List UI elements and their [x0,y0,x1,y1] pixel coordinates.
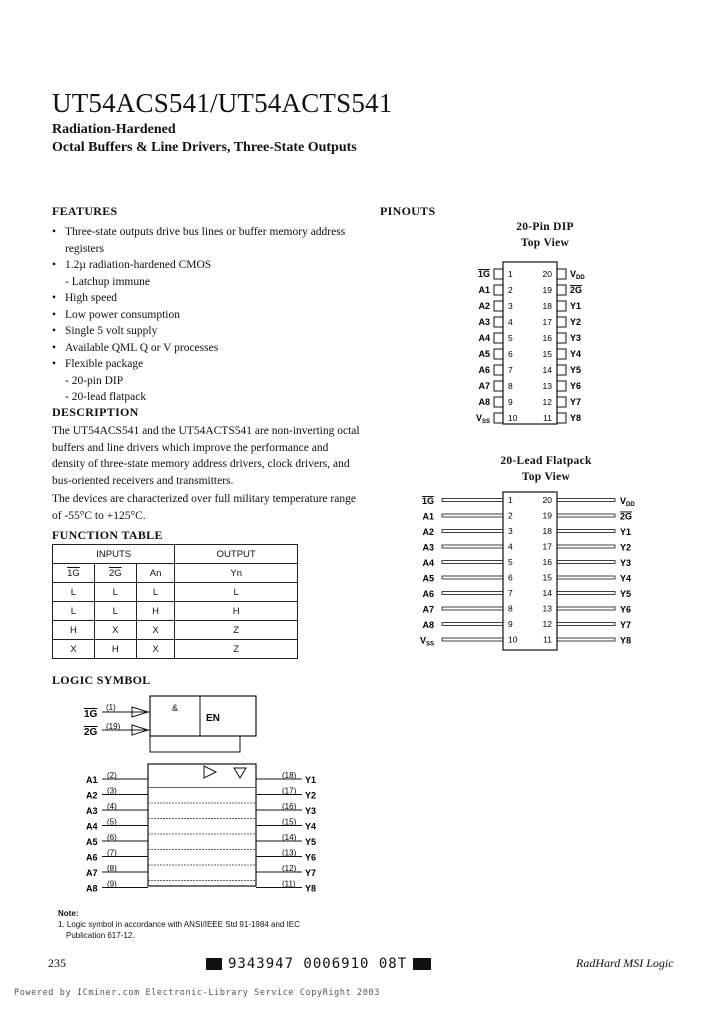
flatpack-right-lead [557,561,615,564]
output-pin-number: (18) [282,771,297,780]
output-pin-number: (15) [282,817,297,827]
feature-subitem: - 20-lead flatpack [65,391,147,403]
dip-right-pin-label: Y5 [570,365,582,375]
flatpack-left-pin-number: 6 [508,572,513,583]
barcode [206,956,431,972]
dip-left-pin-label: A2 [478,301,490,311]
flatpack-right-pin-label: Y5 [620,589,632,599]
output-pin-number: (17) [282,786,297,796]
table-cell: H [94,640,136,659]
flatpack-right-lead [557,499,615,502]
flatpack-right-pin-label-sub: DD [626,502,635,508]
dip-right-pin-label: Y3 [570,333,582,343]
flatpack-left-lead [442,499,503,502]
logic-symbol-diagram [80,692,340,892]
barcode-text: 9343947 0006910 08T [228,956,408,972]
flatpack-right-pin-label: Y6 [620,604,632,615]
feature-item: • Flexible package [52,356,362,373]
table-row [53,583,298,602]
dip-right-pin-number: 19 [542,285,552,295]
dip-right-pin-number: 16 [542,333,552,343]
function-table [52,544,298,659]
flatpack-left-lead [442,561,503,564]
flatpack-right-pin-label: Y2 [620,542,632,553]
flatpack-right-pin-label: 2G [620,511,633,522]
dip-left-pin-number: 2 [508,285,513,295]
feature-item: • Available QML Q or V processes [52,340,362,357]
subtitle-line-2: Octal Buffers & Line Drivers, Three-State Outputs [52,140,357,155]
table-cell: L [53,602,95,621]
table-cell: L [94,583,136,602]
flatpack-left-pin-number: 1 [508,495,513,505]
dip-right-pin-label: $V_{DD}$ [570,269,585,281]
dip-left-pin-label: A8 [478,397,490,407]
flatpack-title: 20-Lead Flatpack [500,455,592,467]
dip-right-pin-box [557,301,566,311]
description-paragraph: The UT54ACS541 and the UT54ACTS541 are non-inverting octal buffers and line drivers which improve the performance and density of three-state memory address drivers, clock drivers, and bus-oriented receivers and transmitters. [52,425,360,487]
logic-rows [86,771,316,892]
dip-diagram [460,258,610,428]
dip-left-pin-box [494,397,503,407]
feature-item: • 1.2µ radiation-hardened CMOS [52,257,362,274]
dip-left-pin-box [494,269,503,279]
table-cell: L [136,583,175,602]
dip-left-pin-label: A6 [478,365,490,375]
flatpack-right-pin-number: 14 [542,588,552,598]
flatpack-pins [420,495,635,648]
flatpack-right-pin-number: 12 [542,619,552,629]
flatpack-left-pin-number: 10 [508,634,518,645]
page-number: 235 [48,956,66,970]
description-heading: DESCRIPTION [52,405,139,419]
flatpack-left-pin-number: 3 [508,526,513,536]
output-label: Y8 [305,883,317,892]
buffer-icon [204,766,216,778]
note-line: Publication 617-12. [66,931,135,940]
col-yn: Yn [175,564,298,583]
flatpack-left-pin-label: A1 [422,511,434,522]
flatpack-right-pin-label: Y1 [620,527,632,537]
table-cell: H [53,621,95,640]
flatpack-left-pin-label: A2 [422,527,434,537]
note [58,908,300,941]
flatpack-right-pin-label: Y3 [620,558,632,568]
flatpack-left-pin-label: A5 [422,573,434,584]
table-cell: H [136,602,175,621]
input-pin-number: (3) [107,786,117,796]
flatpack-left-lead [442,638,503,641]
col-1g: 1G [53,564,95,583]
output-label: Y2 [305,790,317,801]
flatpack-right-pin-label: $V_{DD}$ [620,496,635,508]
flatpack-left-lead [442,530,503,533]
dip-right-pin-number: 13 [542,381,552,391]
dip-right-pin-box [557,285,566,295]
table-cell: Z [175,621,298,640]
flatpack-right-lead [557,607,615,610]
flatpack-left-lead [442,592,503,595]
g1-pin: (1) [106,703,116,712]
dip-left-pin-number: 6 [508,349,513,359]
flatpack-left-lead [442,607,503,610]
input-pin-number: (2) [107,771,117,780]
output-pin-number: (11) [282,879,296,889]
table-row [53,640,298,659]
dip-left-pin-label: A3 [478,317,490,327]
input-pin-number: (4) [107,802,117,811]
flatpack-left-pin-label: A4 [422,558,434,568]
function-table-heading: FUNCTION TABLE [52,528,163,542]
input-label: A8 [86,883,98,892]
flatpack-right-lead [557,514,615,517]
input-label: A3 [86,806,98,816]
output-label: Y4 [305,821,317,832]
flatpack-right-pin-number: 18 [542,526,552,536]
dip-left-pin-box [494,301,503,311]
dip-left-pin-box [494,317,503,327]
input-pin-number: (9) [107,879,117,889]
dip-left-pin-box [494,365,503,375]
three-state-icon [234,768,246,778]
flatpack-right-lead [557,545,615,548]
output-label: Y1 [305,775,317,785]
flatpack-right-pin-number: 13 [542,603,552,614]
dip-right-pin-number: 18 [542,301,552,311]
table-cell: Z [175,640,298,659]
dip-left-pin-box [494,381,503,391]
g1-label: 1G [84,709,98,720]
output-label: Y7 [305,868,317,878]
output-pin-number: (12) [282,864,297,873]
input-pin-number: (7) [107,848,117,858]
input-pin-number: (6) [107,833,117,842]
output-header: OUTPUT [175,545,298,564]
dip-left-pin-label: A1 [478,285,490,295]
flatpack-left-lead [442,545,503,548]
dip-left-pin-label: 1G [477,269,490,279]
col-an: An [136,564,175,583]
flatpack-right-pin-number: 11 [543,634,552,645]
dip-left-pin-number: 3 [508,301,513,311]
output-pin-number: (14) [282,833,297,842]
output-label: Y3 [305,806,317,816]
feature-item: • Single 5 volt supply [52,323,362,340]
features-heading: FEATURES [52,204,118,218]
powered-by: Powered by ICminer.com Electronic-Library Service CopyRight 2003 [14,988,380,998]
flatpack-right-pin-number: 19 [542,510,552,521]
dip-subtitle: Top View [520,237,570,249]
g2-pin: (19) [106,722,121,731]
flatpack-right-pin-number: 20 [542,495,552,505]
input-pin-number: (5) [107,817,117,827]
dip-right-pin-box [557,397,566,407]
and-symbol: & [172,703,179,713]
brand-label: RadHard MSI Logic [576,956,674,970]
dip-right-pin-number: 15 [542,349,552,359]
dip-right-pin-box [557,333,566,343]
input-pin-number: (8) [107,864,117,873]
table-cell: X [136,640,175,659]
flatpack-right-pin-number: 15 [542,572,552,583]
features-list [52,224,362,406]
table-cell: L [94,602,136,621]
dip-right-pin-label: Y1 [570,301,582,311]
table-cell: X [94,621,136,640]
dip-right-pin-label: Y2 [570,317,582,327]
logic-symbol-heading: LOGIC SYMBOL [52,673,151,687]
dip-right-pin-label: Y8 [570,413,582,423]
flatpack-left-pin-number: 4 [508,541,513,552]
dip-right-pin-number: 14 [542,365,552,375]
dip-left-pin-number: 9 [508,397,513,407]
input-label: A2 [86,790,98,801]
pinouts-heading: PINOUTS [380,204,436,218]
subtitle-line-1: Radiation-Hardened [52,122,176,137]
output-label: Y5 [305,837,317,847]
flatpack-left-pin-number: 8 [508,603,513,614]
flatpack-left-pin-label: A7 [422,604,434,615]
note-line: 1. Logic symbol in accordance with ANSI/IEEE Std 91-1984 and IEC [58,920,300,929]
input-label: A1 [86,775,98,785]
dip-right-pin-number: 17 [542,317,552,327]
flatpack-right-lead [557,530,615,533]
dip-left-pin-number: 7 [508,365,513,375]
input-label: A7 [86,868,98,878]
dip-right-pin-box [557,365,566,375]
flatpack-right-lead [557,592,615,595]
flatpack-right-lead [557,623,615,626]
output-label: Y6 [305,852,317,863]
dip-right-pin-number: 12 [542,397,552,407]
input-label: A5 [86,837,98,847]
table-cell: L [175,583,298,602]
barcode-block-icon [206,958,222,970]
input-label: A4 [86,821,98,832]
flatpack-left-pin-number: 7 [508,588,513,598]
dip-right-pin-box [557,269,566,279]
dip-left-pin-label: A7 [478,381,490,391]
dip-right-pin-number: 11 [543,413,552,423]
document-title: UT54ACS541/UT54ACTS541 [52,88,393,118]
flatpack-right-pin-label: Y8 [620,635,632,646]
dip-left-pin-number: 1 [508,269,513,279]
feature-item: • Low power consumption [52,307,362,324]
dip-right-pin-box [557,349,566,359]
flatpack-left-pin-number: 5 [508,557,513,567]
dip-right-pin-label-sub: DD [576,275,585,281]
input-label: A6 [86,852,98,863]
dip-right-pin-label: Y4 [570,349,582,359]
flatpack-right-pin-number: 17 [542,541,552,552]
flatpack-left-lead [442,514,503,517]
flatpack-right-pin-label: Y4 [620,573,632,584]
dip-left-pin-label: $V_{SS}$ [475,413,490,425]
en-label: EN [206,713,220,724]
dip-right-pin-label: 2G [570,285,583,295]
buffer-block [148,764,256,886]
table-cell: X [53,640,95,659]
flatpack-left-lead [442,623,503,626]
dip-right-pin-label: Y7 [570,397,582,407]
flatpack-right-lead [557,576,615,579]
table-cell: H [175,602,298,621]
output-pin-number: (13) [282,848,297,858]
dip-pins [476,269,585,425]
dip-right-pin-label: Y6 [570,381,582,391]
flatpack-left-pin-number: 9 [508,619,513,629]
dip-right-pin-box [557,413,566,423]
table-row [53,621,298,640]
dip-left-pin-label-sub: SS [481,419,490,425]
flatpack-left-pin-label: A3 [422,542,434,553]
g2-label: 2G [84,727,98,738]
feature-item: • High speed [52,290,362,307]
dip-right-pin-box [557,317,566,327]
table-cell: X [136,621,175,640]
dip-left-pin-box [494,413,503,423]
description-body [52,423,364,526]
flatpack-subtitle: Top View [521,471,571,483]
output-pin-number: (16) [282,802,297,811]
dip-left-pin-label: A4 [478,333,490,343]
flatpack-right-lead [557,638,615,641]
description-paragraph: The devices are characterized over full military temperature range of -55°C to +125°C. [52,493,356,522]
flatpack-right-pin-label: Y7 [620,620,632,630]
table-row [53,602,298,621]
dip-left-pin-label: A5 [478,349,490,359]
flatpack-left-pin-number: 2 [508,510,513,521]
dip-title: 20-Pin DIP [516,221,574,233]
dip-left-pin-box [494,349,503,359]
dip-left-pin-box [494,285,503,295]
barcode-block-icon [413,958,431,970]
flatpack-left-pin-label: A8 [422,620,434,630]
table-cell: L [53,583,95,602]
flatpack-left-lead [442,576,503,579]
dip-left-pin-box [494,333,503,343]
flatpack-right-pin-number: 16 [542,557,552,567]
inputs-header: INPUTS [53,545,175,564]
col-2g: 2G [94,564,136,583]
dip-left-pin-number: 5 [508,333,513,343]
dip-left-pin-number: 4 [508,317,513,327]
feature-subitem: - 20-pin DIP [65,374,124,387]
feature-item: • Three-state outputs drive bus lines or buffer memory address registers [52,224,362,257]
dip-left-pin-number: 10 [508,413,518,423]
flatpack-left-pin-label: $V_{SS}$ [419,635,434,648]
flatpack-left-pin-label: 1G [421,496,434,506]
enable-block [150,696,256,736]
flatpack-diagram [410,488,646,658]
dip-right-pin-box [557,381,566,391]
flatpack-left-pin-label: A6 [422,589,434,599]
dip-left-pin-number: 8 [508,381,513,391]
dip-right-pin-number: 20 [542,269,552,279]
feature-subitem: - Latchup immune [65,275,150,288]
enable-connector [150,736,240,752]
flatpack-left-pin-label-sub: SS [425,641,434,648]
note-label: Note: [58,909,79,918]
